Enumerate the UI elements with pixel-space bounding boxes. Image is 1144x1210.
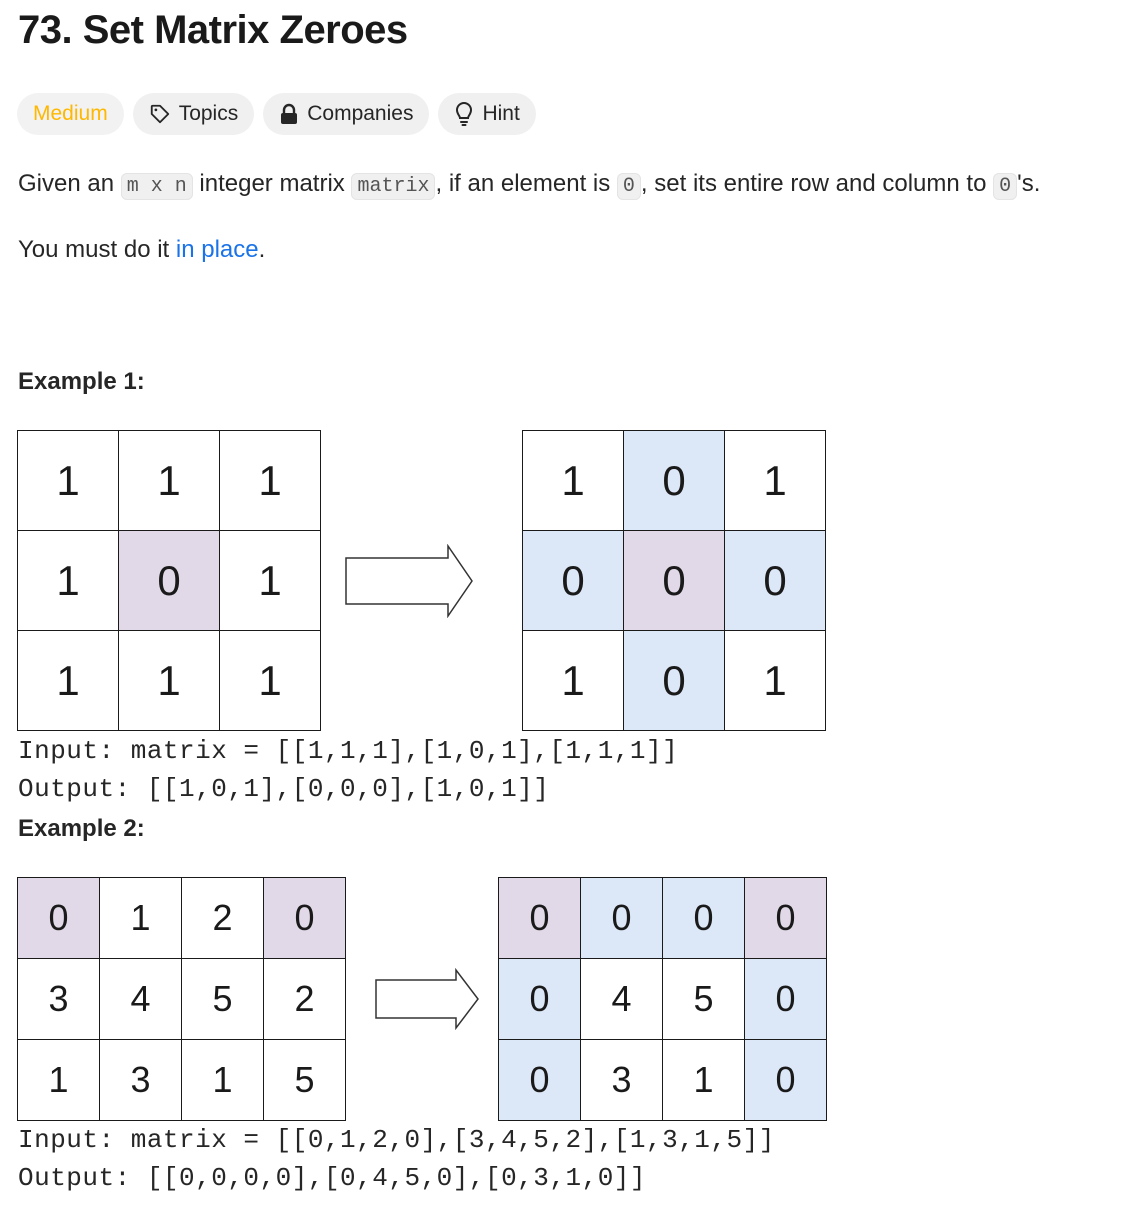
matrix-row	[18, 531, 321, 631]
matrix-cell: 3	[18, 959, 100, 1040]
inline-code-zero: 0	[993, 173, 1017, 200]
description-paragraph	[18, 167, 1040, 204]
matrix-cell-zero: 0	[499, 878, 581, 959]
right-arrow-icon	[344, 544, 476, 618]
companies-label: Companies	[307, 102, 414, 125]
matrix-cell-zeroed: 0	[745, 1040, 827, 1121]
lightbulb-icon	[454, 102, 474, 126]
right-arrow-icon	[374, 968, 482, 1030]
matrix-cell: 3	[581, 1040, 663, 1121]
example-2-input-matrix	[17, 877, 346, 1121]
tag-icon	[149, 103, 171, 125]
desc-text: You must do it	[18, 236, 176, 263]
matrix-row	[523, 431, 826, 531]
matrix-cell: 1	[663, 1040, 745, 1121]
matrix-row	[499, 959, 827, 1040]
desc-text: integer matrix	[192, 170, 352, 197]
matrix-cell: 1	[725, 431, 826, 531]
tag-bar	[17, 93, 536, 135]
example-1-output-text: Output: [[1,0,1],[0,0,0],[1,0,1]]	[18, 774, 550, 804]
matrix-cell: 5	[663, 959, 745, 1040]
difficulty-badge[interactable]	[17, 93, 124, 135]
matrix-cell: 1	[725, 631, 826, 731]
matrix-cell: 1	[18, 1040, 100, 1121]
matrix-cell-zero: 0	[119, 531, 220, 631]
matrix-cell: 1	[100, 878, 182, 959]
example-2-output-text: Output: [[0,0,0,0],[0,4,5,0],[0,3,1,0]]	[18, 1163, 646, 1193]
matrix-cell: 2	[264, 959, 346, 1040]
inline-code-matrix: matrix	[351, 173, 435, 200]
matrix-row	[523, 531, 826, 631]
example-1-output-matrix	[522, 430, 826, 731]
hint-button[interactable]	[438, 93, 535, 135]
example-2-title: Example 2:	[18, 815, 145, 842]
matrix-cell: 1	[220, 431, 321, 531]
matrix-cell-zero: 0	[264, 878, 346, 959]
matrix-cell: 1	[119, 431, 220, 531]
matrix-cell: 1	[18, 531, 119, 631]
matrix-cell-zeroed: 0	[624, 431, 725, 531]
matrix-row	[18, 431, 321, 531]
example-1-title: Example 1:	[18, 368, 145, 395]
matrix-cell: 4	[581, 959, 663, 1040]
problem-title: 73. Set Matrix Zeroes	[18, 8, 408, 52]
desc-text: , if an element is	[435, 170, 617, 197]
matrix-cell-zeroed: 0	[725, 531, 826, 631]
matrix-cell-zeroed: 0	[523, 531, 624, 631]
matrix-cell: 2	[182, 878, 264, 959]
companies-button[interactable]	[263, 93, 429, 135]
matrix-cell-zeroed: 0	[499, 959, 581, 1040]
desc-text: 's.	[1017, 170, 1041, 197]
example-1-input-text: Input: matrix = [[1,1,1],[1,0,1],[1,1,1]]	[18, 736, 679, 766]
matrix-row	[499, 878, 827, 959]
matrix-cell: 3	[100, 1040, 182, 1121]
inline-code-mxn: m x n	[121, 173, 193, 200]
topics-button[interactable]	[133, 93, 255, 135]
desc-text: Given an	[18, 170, 121, 197]
lock-icon	[279, 103, 299, 125]
matrix-cell-zero: 0	[18, 878, 100, 959]
matrix-cell-zeroed: 0	[581, 878, 663, 959]
matrix-row	[18, 1040, 346, 1121]
matrix-cell: 1	[220, 531, 321, 631]
matrix-row	[18, 631, 321, 731]
desc-text: , set its entire row and column to	[640, 170, 994, 197]
matrix-cell: 1	[523, 431, 624, 531]
matrix-cell-zeroed: 0	[745, 959, 827, 1040]
topics-label: Topics	[178, 102, 239, 125]
in-place-link[interactable]: in place	[175, 236, 259, 263]
hint-label: Hint	[482, 102, 520, 125]
desc-text: .	[258, 236, 266, 263]
matrix-cell-zero: 0	[745, 878, 827, 959]
example-1-input-matrix	[17, 430, 321, 731]
matrix-cell: 1	[18, 631, 119, 731]
in-place-paragraph	[18, 233, 265, 267]
matrix-row	[523, 631, 826, 731]
matrix-cell: 4	[100, 959, 182, 1040]
matrix-cell: 5	[264, 1040, 346, 1121]
matrix-cell: 1	[220, 631, 321, 731]
inline-code-zero: 0	[617, 173, 641, 200]
matrix-cell: 1	[18, 431, 119, 531]
example-2-output-matrix	[498, 877, 827, 1121]
matrix-row	[18, 878, 346, 959]
matrix-cell: 1	[119, 631, 220, 731]
matrix-cell: 5	[182, 959, 264, 1040]
matrix-cell-zero: 0	[624, 531, 725, 631]
matrix-row	[18, 959, 346, 1040]
difficulty-label: Medium	[33, 102, 108, 125]
matrix-cell: 1	[523, 631, 624, 731]
matrix-cell-zeroed: 0	[624, 631, 725, 731]
example-2-input-text: Input: matrix = [[0,1,2,0],[3,4,5,2],[1,3,1,5]]	[18, 1125, 775, 1155]
matrix-row	[499, 1040, 827, 1121]
matrix-cell-zeroed: 0	[663, 878, 745, 959]
matrix-cell-zeroed: 0	[499, 1040, 581, 1121]
matrix-cell: 1	[182, 1040, 264, 1121]
